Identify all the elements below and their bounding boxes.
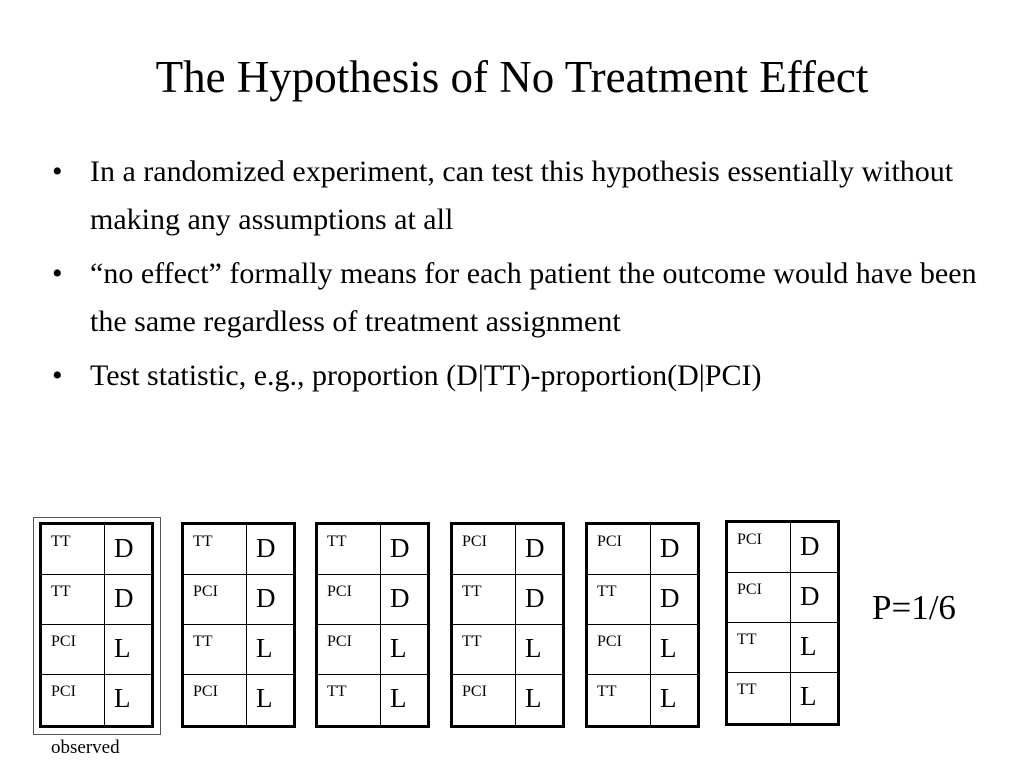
outcome-cell: D <box>651 525 697 575</box>
outcome-cell: D <box>791 523 837 573</box>
treatment-cell: PCI <box>318 625 381 675</box>
bullet-text: Test statistic, e.g., proportion (D|TT)-proportion(D|PCI) <box>90 359 762 392</box>
outcome-cell: D <box>651 575 697 625</box>
treatment-cell: PCI <box>184 575 247 625</box>
outcome-cell: D <box>516 525 562 575</box>
treatment-cell: TT <box>42 525 105 575</box>
observed-assignment-table <box>39 522 154 728</box>
outcome-cell: L <box>114 683 131 713</box>
outcome-cell: D <box>516 575 562 625</box>
treatment-cell: PCI <box>453 675 516 725</box>
bullet-dot: • <box>52 155 63 188</box>
permutation-table <box>315 522 430 728</box>
treatment-cell: PCI <box>728 523 791 573</box>
outcome-cell: L <box>516 625 562 675</box>
outcome-cell: D <box>381 575 427 625</box>
treatment-cell: PCI <box>42 675 105 725</box>
treatment-cell: PCI <box>588 525 651 575</box>
outcome-cell: L <box>390 683 407 713</box>
bullet-dot: • <box>52 257 63 290</box>
treatment-cell: TT <box>453 625 516 675</box>
treatment-cell: TT <box>728 673 791 723</box>
treatment-cell: TT <box>184 525 247 575</box>
treatment-cell: PCI <box>588 625 651 675</box>
treatment-cell: TT <box>588 675 651 725</box>
treatment-cell: PCI <box>42 625 105 675</box>
outcome-cell: L <box>256 683 273 713</box>
outcome-cell: L <box>651 625 697 675</box>
treatment-cell: TT <box>453 575 516 625</box>
outcome-cell: D <box>105 575 151 625</box>
outcome-cell: D <box>381 525 427 575</box>
treatment-cell: TT <box>42 575 105 625</box>
permutation-table <box>181 522 296 728</box>
treatment-cell: PCI <box>728 573 791 623</box>
outcome-cell: L <box>660 683 677 713</box>
outcome-cell: D <box>105 525 151 575</box>
bullet-text: In a randomized experiment, can test this hypothesis essentially without making any assumptions at all <box>90 155 954 236</box>
outcome-cell: L <box>791 623 837 673</box>
p-value: P=1/6 <box>872 588 956 627</box>
treatment-cell: TT <box>728 623 791 673</box>
bullet-text: “no effect” formally means for each patient the outcome would have been the same regardless of treatment assignment <box>90 257 977 338</box>
treatment-cell: PCI <box>318 575 381 625</box>
treatment-cell: TT <box>588 575 651 625</box>
outcome-cell: L <box>381 625 427 675</box>
outcome-cell: L <box>525 683 542 713</box>
treatment-cell: PCI <box>453 525 516 575</box>
outcome-cell: D <box>791 573 837 623</box>
outcome-cell: L <box>105 625 151 675</box>
treatment-cell: TT <box>184 625 247 675</box>
permutation-table <box>450 522 565 728</box>
permutation-table <box>725 520 840 726</box>
slide-title: The Hypothesis of No Treatment Effect <box>155 52 869 102</box>
permutation-table <box>585 522 700 728</box>
outcome-cell: L <box>247 625 293 675</box>
bullet-dot: • <box>52 359 63 392</box>
outcome-cell: L <box>800 681 817 711</box>
outcome-cell: D <box>247 575 293 625</box>
treatment-cell: TT <box>318 525 381 575</box>
treatment-cell: TT <box>318 675 381 725</box>
outcome-cell: D <box>247 525 293 575</box>
observed-caption: observed <box>51 737 120 758</box>
treatment-cell: PCI <box>184 675 247 725</box>
